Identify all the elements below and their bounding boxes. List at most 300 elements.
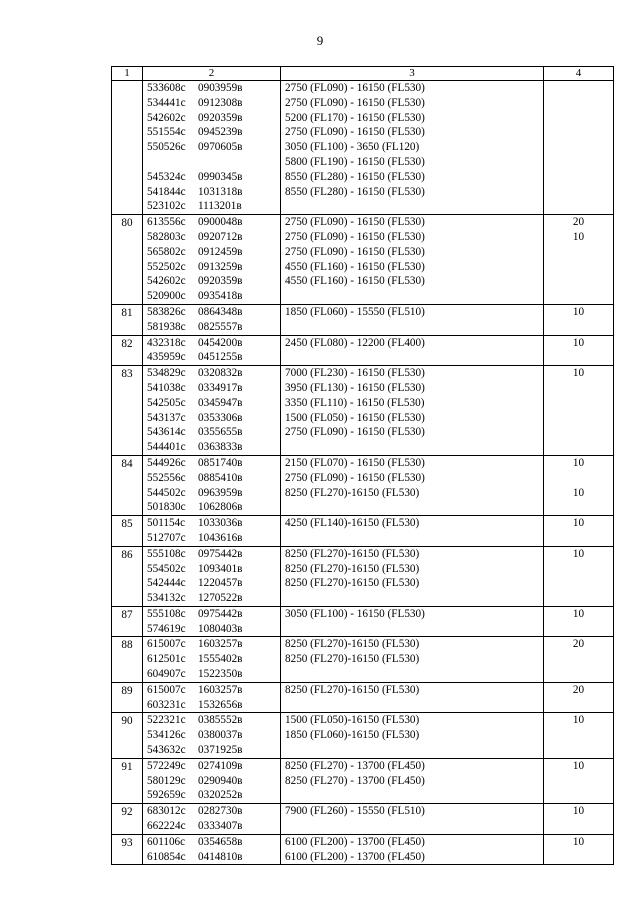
altitude-range: 8250 (FL270) - 13700 (FL450) — [285, 774, 425, 787]
altitude-range: 2450 (FL080) - 12200 (FL400) — [285, 336, 425, 349]
latitude-code: 534126с — [147, 729, 186, 742]
longitude-code: 0353306в — [198, 411, 243, 424]
altitude-range — [285, 199, 543, 214]
longitude-code: 1062806в — [198, 501, 243, 514]
row-number: 85 — [121, 518, 133, 531]
altitude-range: 7000 (FL230) - 16150 (FL530) — [285, 367, 425, 380]
value: 10 — [572, 517, 585, 530]
latitude-code: 544401с — [147, 441, 186, 454]
longitude-code: 0920359в — [198, 111, 243, 124]
altitude-range: 6100 (FL200) - 13700 (FL450) — [285, 850, 425, 863]
longitude-code: 0354658в — [198, 835, 243, 848]
latitude-code: 601106с — [147, 835, 186, 848]
value-cell — [544, 81, 614, 215]
coordinate-line — [147, 440, 280, 455]
coordinate-line — [147, 471, 280, 486]
coordinate-line — [147, 667, 280, 682]
longitude-code: 0454200в — [198, 336, 243, 349]
table-row — [112, 455, 614, 515]
coordinates-cell — [143, 215, 281, 305]
altitude-range-cell — [281, 455, 544, 515]
row-number-cell — [112, 516, 143, 547]
longitude-code: 0903959в — [198, 82, 243, 94]
altitude-range: 2150 (FL070) - 16150 (FL530) — [285, 456, 425, 469]
altitude-range — [285, 698, 543, 713]
coordinate-line — [147, 245, 280, 260]
coordinates-cell — [143, 335, 281, 366]
longitude-code: 0920359в — [198, 275, 243, 288]
coordinate-line — [147, 111, 280, 126]
table-row — [112, 81, 614, 215]
longitude-code: 0945239в — [198, 126, 243, 139]
altitude-range-cell — [281, 366, 544, 456]
longitude-code: 0355655в — [198, 426, 243, 439]
coordinate-line — [147, 759, 280, 774]
coordinates-cell — [143, 366, 281, 456]
table-row — [112, 215, 614, 305]
value-cell — [544, 455, 614, 515]
row-number-cell — [112, 606, 143, 637]
row-number: 89 — [121, 684, 133, 697]
row-number: 92 — [121, 806, 133, 819]
longitude-code: 0371925в — [198, 744, 243, 757]
longitude-code: 0975442в — [198, 607, 243, 620]
table-row — [112, 637, 614, 682]
latitude-code: 574619с — [147, 622, 186, 635]
row-number-cell — [112, 335, 143, 366]
altitude-range — [285, 289, 543, 304]
longitude-code: 0912459в — [198, 245, 243, 258]
latitude-code: 583826с — [147, 305, 186, 318]
coordinate-line — [147, 320, 280, 335]
longitude-code: 0414810в — [198, 850, 243, 863]
altitude-range — [285, 819, 543, 834]
latitude-code: 572249с — [147, 759, 186, 772]
value-cell — [544, 215, 614, 305]
longitude-code: 0912308в — [198, 96, 243, 109]
longitude-code: 1220457в — [198, 577, 243, 590]
coordinate-line — [147, 185, 280, 200]
row-number: 83 — [121, 368, 133, 381]
value: 20 — [572, 683, 585, 696]
altitude-range: 1500 (FL050)-16150 (FL530) — [285, 714, 420, 727]
coordinate-line — [147, 305, 280, 320]
altitude-range-cell — [281, 335, 544, 366]
coordinates-cell — [143, 455, 281, 515]
longitude-code: 0885410в — [198, 471, 243, 484]
altitude-range: 1850 (FL060) - 15550 (FL510) — [285, 305, 425, 318]
latitude-code: 544926с — [147, 456, 186, 469]
altitude-range: 2750 (FL090) - 16150 (FL530) — [285, 216, 425, 229]
latitude-code: 534829с — [147, 367, 186, 380]
row-number: 90 — [121, 715, 133, 728]
coordinate-line — [147, 698, 280, 713]
coordinate-line — [147, 516, 280, 531]
row-number — [112, 82, 142, 97]
value-cell — [544, 304, 614, 335]
longitude-code: 1043616в — [198, 531, 243, 544]
table-row — [112, 546, 614, 606]
coordinates-cell — [143, 546, 281, 606]
coordinate-line — [147, 591, 280, 606]
altitude-range — [285, 743, 543, 758]
coordinate-line — [147, 411, 280, 426]
latitude-code: 432318с — [147, 336, 186, 349]
table-row — [112, 366, 614, 456]
altitude-range — [285, 788, 543, 803]
coordinate-line — [147, 637, 280, 652]
altitude-range: 3050 (FL100) - 16150 (FL530) — [285, 607, 425, 620]
coordinate-line — [147, 835, 280, 850]
longitude-code: 0282730в — [198, 805, 243, 818]
altitude-range: 2750 (FL090) - 16150 (FL530) — [285, 471, 425, 484]
latitude-code: 542602с — [147, 275, 186, 288]
value-cell — [544, 335, 614, 366]
longitude-code: 0851740в — [198, 456, 243, 469]
value-cell — [544, 606, 614, 637]
altitude-range: 8250 (FL270)-16150 (FL530) — [285, 638, 420, 651]
latitude-code: 543614с — [147, 426, 186, 439]
latitude-code: 581938с — [147, 320, 186, 333]
value: 10 — [572, 230, 585, 243]
altitude-range: 8250 (FL270)-16150 (FL530) — [285, 547, 420, 560]
coordinate-line — [147, 683, 280, 698]
latitude-code: 542505с — [147, 396, 186, 409]
longitude-code: 1522350в — [198, 668, 243, 681]
latitude-code: 554502с — [147, 562, 186, 575]
latitude-code: 541844с — [147, 185, 186, 198]
coordinates-cell — [143, 81, 281, 215]
latitude-code: 501154с — [147, 517, 186, 530]
coordinate-line — [147, 819, 280, 834]
row-number-cell — [112, 215, 143, 305]
latitude-code: 555108с — [147, 547, 186, 560]
longitude-code: 0320832в — [198, 367, 243, 380]
coordinate-line — [147, 547, 280, 562]
altitude-range: 5800 (FL190) - 16150 (FL530) — [285, 155, 425, 168]
value-cell — [544, 366, 614, 456]
row-number: 87 — [121, 608, 133, 621]
coordinate-line — [147, 743, 280, 758]
latitude-code: 555108с — [147, 607, 186, 620]
latitude-code: 512707с — [147, 531, 186, 544]
altitude-range: 4550 (FL160) - 16150 (FL530) — [285, 260, 425, 273]
longitude-code: 0913259в — [198, 260, 243, 273]
value-cell — [544, 637, 614, 682]
latitude-code: 534441с — [147, 96, 186, 109]
longitude-code: 0920712в — [198, 230, 243, 243]
longitude-code: 0380037в — [198, 729, 243, 742]
longitude-code: 0864348в — [198, 305, 243, 318]
value: 10 — [572, 759, 585, 772]
latitude-code: 603231с — [147, 698, 186, 711]
value: 10 — [572, 805, 585, 818]
longitude-code: 0451255в — [198, 351, 243, 364]
table-row — [112, 335, 614, 366]
coordinate-line — [147, 366, 280, 381]
latitude-code: 551554с — [147, 126, 186, 139]
coordinate-line — [147, 81, 280, 96]
latitude-code: 580129с — [147, 774, 186, 787]
coordinate-line — [147, 713, 280, 728]
altitude-range-cell — [281, 804, 544, 835]
longitude-code: 1270522в — [198, 592, 243, 605]
table-body — [112, 81, 614, 865]
value: 10 — [572, 367, 585, 380]
column-header-2: 2 — [143, 67, 281, 81]
value — [544, 96, 613, 111]
altitude-range: 1500 (FL050) - 16150 (FL530) — [285, 411, 425, 424]
altitude-range — [285, 667, 543, 682]
coordinate-line — [147, 728, 280, 743]
coordinate-line — [147, 456, 280, 471]
longitude-code: 0825557в — [198, 320, 243, 333]
row-number: 88 — [121, 639, 133, 652]
coordinates-cell — [143, 516, 281, 547]
coordinate-line — [147, 576, 280, 591]
coordinate-line — [147, 96, 280, 111]
altitude-range: 2750 (FL090) - 16150 (FL530) — [285, 96, 425, 109]
longitude-code: 0990345в — [198, 170, 243, 183]
longitude-code: 1532656в — [198, 698, 243, 711]
row-number-cell — [112, 804, 143, 835]
coordinate-line — [147, 850, 280, 865]
longitude-code: 0320252в — [198, 789, 243, 802]
altitude-range: 8250 (FL270)-16150 (FL530) — [285, 577, 420, 590]
coordinates-cell — [143, 606, 281, 637]
coordinates-cell — [143, 682, 281, 713]
value-cell — [544, 758, 614, 803]
latitude-code: 522321с — [147, 714, 186, 727]
row-number: 82 — [121, 337, 133, 350]
coordinate-line — [147, 155, 280, 170]
coordinates-cell — [143, 804, 281, 835]
latitude-code: 542602с — [147, 111, 186, 124]
row-number-cell — [112, 758, 143, 803]
latitude-code: 550526с — [147, 141, 186, 154]
coordinate-line — [147, 788, 280, 803]
altitude-range-cell — [281, 713, 544, 758]
latitude-code: 683012с — [147, 805, 186, 818]
latitude-code: 582803с — [147, 230, 186, 243]
altitude-range-cell — [281, 637, 544, 682]
coordinates-cell — [143, 713, 281, 758]
row-number-cell — [112, 546, 143, 606]
row-number: 81 — [121, 306, 133, 319]
table-row — [112, 834, 614, 865]
latitude-code: 613556с — [147, 216, 186, 229]
altitude-range-cell — [281, 682, 544, 713]
coordinate-line — [147, 622, 280, 637]
longitude-code: 0334917в — [198, 381, 243, 394]
longitude-code: 1093401в — [198, 562, 243, 575]
altitude-range: 8250 (FL270)-16150 (FL530) — [285, 486, 420, 499]
altitude-range: 2750 (FL090) - 16150 (FL530) — [285, 126, 425, 139]
altitude-range: 3950 (FL130) - 16150 (FL530) — [285, 381, 425, 394]
airspace-table — [111, 66, 614, 865]
row-number-cell — [112, 713, 143, 758]
latitude-code: 533608с — [147, 82, 186, 94]
altitude-range — [285, 350, 543, 365]
altitude-range-cell — [281, 758, 544, 803]
row-number-cell — [112, 637, 143, 682]
value-cell — [544, 546, 614, 606]
longitude-code: 0274109в — [198, 759, 243, 772]
value: 20 — [572, 216, 585, 229]
latitude-code: 534132с — [147, 592, 186, 605]
latitude-code: 541038с — [147, 381, 186, 394]
altitude-range-cell — [281, 516, 544, 547]
latitude-code: 543137с — [147, 411, 186, 424]
table-row — [112, 804, 614, 835]
longitude-code: 0385552в — [198, 714, 243, 727]
row-number: 86 — [121, 548, 133, 561]
latitude-code: 543632с — [147, 744, 186, 757]
value — [544, 81, 613, 96]
value: 10 — [572, 456, 585, 469]
altitude-range: 8550 (FL280) - 16150 (FL530) — [285, 170, 425, 183]
value: 10 — [572, 835, 585, 848]
value: 10 — [572, 305, 585, 318]
altitude-range: 6100 (FL200) - 13700 (FL450) — [285, 835, 425, 848]
row-number: 93 — [121, 836, 133, 849]
table-row — [112, 516, 614, 547]
value: 10 — [572, 486, 585, 499]
longitude-code: 1080403в — [198, 622, 243, 635]
row-number-cell — [112, 682, 143, 713]
value-cell — [544, 834, 614, 865]
altitude-range — [285, 440, 543, 455]
longitude-code: 1555402в — [198, 653, 243, 666]
altitude-range: 2750 (FL090) - 16150 (FL530) — [285, 426, 425, 439]
page-number: 9 — [316, 33, 324, 48]
table-row — [112, 304, 614, 335]
altitude-range: 2750 (FL090) - 16150 (FL530) — [285, 245, 425, 258]
longitude-code: 0345947в — [198, 396, 243, 409]
altitude-range-cell — [281, 81, 544, 215]
latitude-code: 520900с — [147, 290, 186, 303]
value: 20 — [572, 638, 585, 651]
altitude-range: 4550 (FL160) - 16150 (FL530) — [285, 275, 425, 288]
value — [544, 471, 613, 486]
column-header-3: 3 — [281, 67, 544, 81]
altitude-range — [285, 591, 543, 606]
table-header-row — [112, 67, 614, 81]
table-row — [112, 713, 614, 758]
latitude-code: 612501с — [147, 653, 186, 666]
value: 10 — [572, 714, 585, 727]
row-number: 80 — [121, 217, 133, 230]
row-number-cell — [112, 834, 143, 865]
altitude-range: 2750 (FL090) - 16150 (FL530) — [285, 230, 425, 243]
latitude-code: 565802с — [147, 245, 186, 258]
latitude-code: 552502с — [147, 260, 186, 273]
latitude-code: 542444с — [147, 577, 186, 590]
altitude-range: 2750 (FL090) - 16150 (FL530) — [285, 82, 425, 94]
latitude-code: 523102с — [147, 200, 186, 213]
row-number: 84 — [121, 457, 133, 470]
altitude-range: 8550 (FL280) - 16150 (FL530) — [285, 185, 425, 198]
altitude-range: 3350 (FL110) - 16150 (FL530) — [285, 396, 425, 409]
table-row — [112, 682, 614, 713]
row-number-cell — [112, 455, 143, 515]
coordinate-line — [147, 170, 280, 185]
row-number-cell — [112, 81, 143, 215]
altitude-range: 8250 (FL270) - 13700 (FL450) — [285, 759, 425, 772]
coordinates-cell — [143, 304, 281, 335]
latitude-code: 435959с — [147, 351, 186, 364]
latitude-code: 592659с — [147, 789, 186, 802]
value-cell — [544, 516, 614, 547]
coordinate-line — [147, 215, 280, 230]
altitude-range — [285, 320, 543, 335]
latitude-code: 544502с — [147, 486, 186, 499]
coordinates-cell — [143, 834, 281, 865]
altitude-range — [285, 500, 543, 515]
longitude-code: 1113201в — [198, 200, 242, 213]
value: 10 — [572, 607, 585, 620]
altitude-range-cell — [281, 546, 544, 606]
altitude-range: 4250 (FL140)-16150 (FL530) — [285, 517, 420, 530]
altitude-range: 1850 (FL060)-16150 (FL530) — [285, 729, 420, 742]
coordinate-line — [147, 260, 280, 275]
longitude-code: 0333407в — [198, 820, 243, 833]
coordinate-line — [147, 289, 280, 304]
table-row — [112, 758, 614, 803]
coordinates-cell — [143, 637, 281, 682]
latitude-code: 615007с — [147, 683, 186, 696]
altitude-range-cell — [281, 834, 544, 865]
altitude-range: 8250 (FL270)-16150 (FL530) — [285, 653, 420, 666]
altitude-range — [285, 531, 543, 546]
value: 10 — [572, 336, 585, 349]
value-cell — [544, 682, 614, 713]
coordinate-line — [147, 274, 280, 289]
latitude-code: 501830с — [147, 501, 186, 514]
altitude-range: 8250 (FL270)-16150 (FL530) — [285, 562, 420, 575]
longitude-code: 1031318в — [198, 185, 243, 198]
longitude-code: 0900048в — [198, 216, 243, 229]
coordinate-line — [147, 531, 280, 546]
latitude-code: 552556с — [147, 471, 186, 484]
altitude-range: 8250 (FL270)-16150 (FL530) — [285, 683, 420, 696]
coordinate-line — [147, 425, 280, 440]
coordinate-line — [147, 396, 280, 411]
coordinate-line — [147, 804, 280, 819]
altitude-range-cell — [281, 215, 544, 305]
latitude-code: 604907с — [147, 668, 186, 681]
altitude-range-cell — [281, 304, 544, 335]
longitude-code: 0975442в — [198, 547, 243, 560]
coordinate-line — [147, 774, 280, 789]
longitude-code: 0290940в — [198, 774, 243, 787]
coordinate-line — [147, 652, 280, 667]
altitude-range: 5200 (FL170) - 16150 (FL530) — [285, 111, 425, 124]
value-cell — [544, 713, 614, 758]
coordinate-line — [147, 336, 280, 351]
altitude-range: 7900 (FL260) - 15550 (FL510) — [285, 805, 425, 818]
column-header-4: 4 — [544, 67, 614, 81]
table-row — [112, 606, 614, 637]
column-header-1: 1 — [112, 67, 143, 81]
coordinate-line — [147, 381, 280, 396]
longitude-code: 0363833в — [198, 441, 243, 454]
coordinate-line — [147, 607, 280, 622]
coordinate-line — [147, 140, 280, 155]
altitude-range: 3050 (FL100) - 3650 (FL120) — [285, 141, 420, 154]
longitude-code: 1033036в — [198, 517, 243, 530]
coordinate-line — [147, 562, 280, 577]
